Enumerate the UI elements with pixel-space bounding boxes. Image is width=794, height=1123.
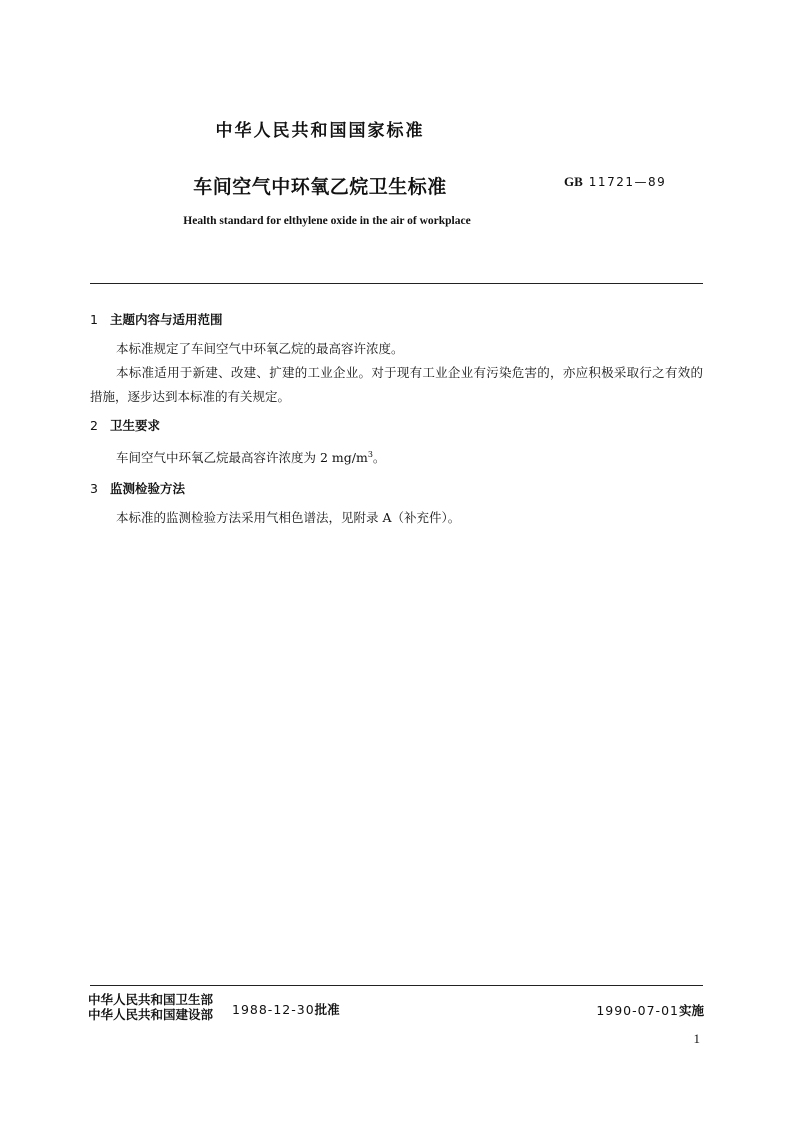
- section-3-heading: [90, 479, 185, 497]
- effective-date-value: 1990-07-01: [596, 1003, 679, 1018]
- section-3-paragraph: 本标准的监测检验方法采用气相色谱法，见附录 A（补充件）。: [116, 510, 461, 525]
- section-title: 卫生要求: [110, 418, 161, 433]
- approving-authorities: [88, 992, 213, 1022]
- approval-date: [232, 1000, 340, 1018]
- header-divider: [90, 283, 703, 284]
- effective-label: 实施: [678, 1003, 704, 1018]
- section-title: 监测检验方法: [110, 481, 186, 496]
- paragraph-end: 。: [372, 450, 386, 466]
- authority-health: 中华人民共和国卫生部: [88, 992, 214, 1007]
- section-number: 3: [90, 481, 98, 496]
- approval-label: 批准: [314, 1002, 340, 1017]
- section-number: 1: [90, 312, 98, 327]
- effective-date: [596, 1001, 704, 1019]
- issuing-body-header: 中华人民共和国国家标准: [215, 121, 425, 141]
- footer-divider: [90, 985, 703, 986]
- standard-code: 11721—89: [588, 175, 667, 189]
- standard-prefix: GB: [564, 174, 583, 189]
- standard-number: [564, 174, 666, 190]
- approval-date-value: 1988-12-30: [232, 1002, 315, 1017]
- standard-title-en: Health standard for elthylene oxide in the air of workplace: [183, 215, 471, 227]
- section-2-heading: [90, 416, 160, 434]
- standard-title-cn: 车间空气中环氧乙烷卫生标准: [193, 176, 447, 198]
- section-number: 2: [90, 418, 98, 433]
- concentration-text: 车间空气中环氧乙烷最高容许浓度为 2 mg/m: [116, 450, 368, 466]
- page-number: 1: [693, 1031, 700, 1046]
- section-1-paragraph-2: 本标准适用于新建、改建、扩建的工业企业。对于现有工业企业有污染危害的，亦应积极采取行之有效的措施，逐步达到本标准的有关规定。: [90, 365, 703, 404]
- unit-exponent: 3: [367, 450, 373, 459]
- section-1-paragraph-1: 本标准规定了车间空气中环氧乙烷的最高容许浓度。: [116, 341, 404, 356]
- section-2-paragraph: [90, 443, 703, 470]
- section-title: 主题内容与适用范围: [110, 312, 223, 327]
- section-1-heading: [90, 310, 223, 328]
- authority-construction: 中华人民共和国建设部: [88, 1007, 214, 1022]
